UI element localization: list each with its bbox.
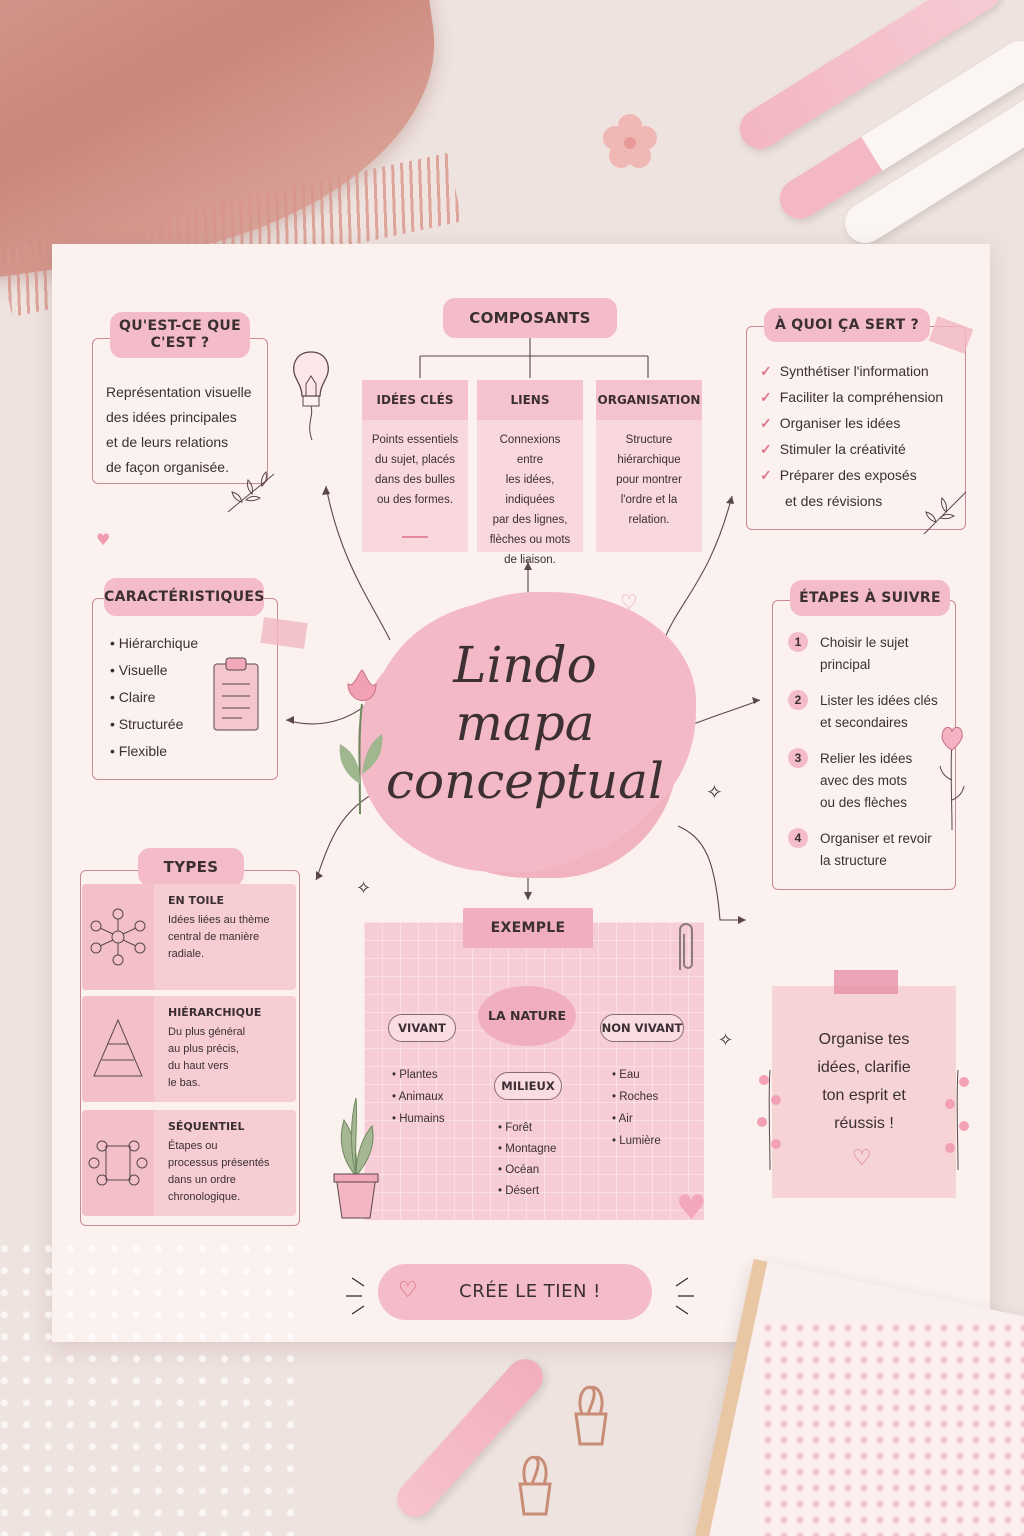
type-line: processus présentés: [168, 1157, 270, 1169]
example-item: • Plantes: [392, 1064, 445, 1086]
component-line: Connexions entre: [499, 434, 561, 466]
component-title: IDÉES CLÉS: [362, 380, 468, 420]
example-item: • Forêt: [498, 1118, 556, 1139]
type-line: Du plus général: [168, 1026, 246, 1038]
binder-clip-icon: [510, 1448, 560, 1522]
sparkle-icon: ✧: [718, 1030, 734, 1051]
note-line: Organise tes: [818, 1031, 910, 1048]
pyramid-icon: [82, 996, 154, 1102]
example-item: • Océan: [498, 1160, 556, 1181]
component-line: hiérarchique: [617, 454, 681, 466]
heart-icon: ♥: [676, 1188, 707, 1228]
type-title: SÉQUENTIEL: [168, 1120, 245, 1133]
step-line: ou des flèches: [820, 795, 908, 810]
type-line: Idées liées au thème: [168, 914, 270, 926]
component-key-ideas: [362, 380, 468, 552]
check-icon: ✓: [760, 467, 772, 483]
divider: [402, 536, 428, 538]
features-heading: CARACTÉRISTIQUES: [104, 578, 264, 616]
babys-breath-flowers: [0, 1240, 300, 1536]
type-line: radiale.: [168, 948, 205, 960]
step-text: [820, 748, 912, 814]
features-list: [110, 630, 198, 765]
definition-line: Représentation visuelle: [106, 384, 252, 400]
radial-network-icon: [82, 884, 154, 990]
component-line: flèches ou mots: [489, 534, 571, 546]
features-item: • Flexible: [110, 738, 198, 765]
central-title-line: conceptual: [385, 752, 664, 810]
example-node-living: VIVANT: [388, 1014, 456, 1042]
component-description: [362, 420, 468, 520]
example-heading: EXEMPLE: [463, 908, 593, 948]
component-links: [477, 380, 583, 566]
step-number: 1: [788, 632, 808, 652]
type-line: du haut vers: [168, 1060, 229, 1072]
component-line: ou des formes.: [376, 494, 454, 506]
example-non-living-list: [612, 1064, 661, 1152]
example-habitats-list: [498, 1118, 556, 1202]
type-description: [168, 912, 286, 963]
check-icon: ✓: [760, 415, 772, 431]
type-title: HIÉRARCHIQUE: [168, 1006, 262, 1019]
heart-outline-icon: ♡: [398, 1278, 418, 1303]
heart-icon: ♥: [96, 530, 111, 549]
definition-heading-line-1: QU'EST-CE QUE: [119, 318, 241, 334]
potted-plant-icon: [328, 1090, 384, 1224]
uses-item: et des révisions: [785, 493, 883, 509]
component-line: l'ordre et la: [620, 494, 678, 506]
component-line: pour montrer: [616, 474, 682, 486]
example-item: • Animaux: [392, 1086, 445, 1108]
leaf-sprig-icon: [920, 488, 970, 542]
central-title-line: Lindo: [453, 636, 597, 694]
definition-line: des idées principales: [106, 409, 237, 425]
uses-item: ✓ Stimuler la créativité: [760, 441, 906, 457]
example-item: • Lumière: [612, 1130, 661, 1152]
babys-breath-flowers: [760, 1320, 1024, 1536]
heart-outline-icon: ♡: [852, 1146, 872, 1171]
step-text: [820, 828, 932, 872]
central-title: [372, 636, 678, 810]
floral-stem-icon: [930, 720, 974, 834]
example-item: • Eau: [612, 1064, 661, 1086]
component-line: dans des bulles: [375, 474, 455, 486]
step-line: Relier les idées: [820, 751, 913, 766]
features-item: • Claire: [110, 684, 198, 711]
sparkle-icon: ✧: [356, 878, 372, 899]
step-line: Organiser et revoir: [820, 831, 932, 846]
component-title: ORGANISATION: [596, 380, 702, 420]
uses-item: ✓ Synthétiser l'information: [760, 363, 929, 379]
component-line: de liaison.: [504, 554, 556, 566]
component-line: du sujet, placés: [375, 454, 455, 466]
sequence-cycle-icon: [82, 1110, 154, 1216]
type-line: chronologique.: [168, 1191, 241, 1203]
lightbulb-icon: [286, 344, 336, 448]
example-item: • Humains: [392, 1108, 445, 1130]
components-heading: COMPOSANTS: [443, 298, 617, 338]
check-icon: ✓: [760, 363, 772, 379]
example-living-list: [392, 1064, 445, 1130]
note-line: réussis !: [834, 1115, 894, 1132]
example-item: • Air: [612, 1108, 661, 1130]
step-text: [820, 632, 909, 676]
type-description: [168, 1024, 286, 1092]
leaf-sprig-icon: [224, 468, 280, 520]
note-text: [772, 1026, 956, 1138]
component-description: [477, 420, 583, 580]
central-title-line: mapa: [455, 694, 595, 752]
create-yours-label: CRÉE LE TIEN !: [459, 1281, 601, 1302]
component-organisation: [596, 380, 702, 552]
type-line: central de manière: [168, 931, 260, 943]
type-line: Étapes ou: [168, 1140, 218, 1152]
component-line: les idées, indiquées: [505, 474, 555, 506]
component-title: LIENS: [477, 380, 583, 420]
step-line: principal: [820, 657, 871, 672]
floral-stem-icon: [752, 1060, 788, 1174]
definition-text: [106, 380, 266, 480]
uses-item: ✓ Organiser les idées: [760, 415, 901, 431]
step-number: 2: [788, 690, 808, 710]
washi-tape: [834, 970, 898, 994]
definition-heading-line-2: C'EST ?: [150, 335, 210, 351]
binder-clip-icon: [566, 1378, 616, 1452]
uses-item: ✓ Faciliter la compréhension: [760, 389, 944, 405]
example-item: • Montagne: [498, 1139, 556, 1160]
step-line: avec des mots: [820, 773, 908, 788]
definition-line: de façon organisée.: [106, 459, 229, 475]
sparkle-icon: ✧: [706, 780, 723, 804]
type-line: le bas.: [168, 1077, 201, 1089]
note-line: ton esprit et: [822, 1087, 906, 1104]
uses-heading: À QUOI ÇA SERT ?: [764, 308, 930, 342]
type-card-hierarchical: [82, 996, 296, 1102]
cta-accent-lines: [340, 1266, 700, 1322]
step-number: 4: [788, 828, 808, 848]
step-line: et secondaires: [820, 715, 908, 730]
definition-line: et de leurs relations: [106, 434, 229, 450]
step-number: 3: [788, 748, 808, 768]
component-line: par des lignes,: [492, 514, 568, 526]
tulip-icon: [330, 664, 390, 818]
note-line: idées, clarifie: [817, 1059, 911, 1076]
heart-icon: ♡: [620, 590, 638, 614]
features-item: • Hiérarchique: [110, 630, 198, 657]
features-item: • Visuelle: [110, 657, 198, 684]
example-node-non-living: NON VIVANT: [600, 1014, 684, 1042]
example-item: • Roches: [612, 1086, 661, 1108]
type-line: dans un ordre: [168, 1174, 236, 1186]
steps-heading: ÉTAPES À SUIVRE: [790, 580, 950, 616]
step-line: Choisir le sujet: [820, 635, 909, 650]
features-item: • Structurée: [110, 711, 198, 738]
example-item: • Désert: [498, 1181, 556, 1202]
type-card-sequential: [82, 1110, 296, 1216]
check-icon: ✓: [760, 389, 772, 405]
check-icon: ✓: [760, 441, 772, 457]
step-line: Lister les idées clés: [820, 693, 938, 708]
floral-stem-icon: [940, 1060, 976, 1174]
step-text: [820, 690, 938, 734]
type-description: [168, 1138, 286, 1206]
example-node-habitats: MILIEUX: [494, 1072, 562, 1100]
component-line: relation.: [628, 514, 670, 526]
type-line: au plus précis,: [168, 1043, 239, 1055]
definition-heading: [110, 312, 250, 358]
component-line: Points essentiels: [371, 434, 459, 446]
step-line: la structure: [820, 853, 887, 868]
example-center-node: LA NATURE: [478, 986, 576, 1046]
type-title: EN TOILE: [168, 894, 225, 907]
clipboard-icon: [212, 654, 262, 738]
uses-item: ✓ Préparer des exposés: [760, 467, 917, 483]
component-description: [596, 420, 702, 540]
paper-clip-icon: [672, 920, 696, 980]
type-card-web: [82, 884, 296, 990]
component-line: Structure: [625, 434, 673, 446]
types-heading: TYPES: [138, 848, 244, 886]
